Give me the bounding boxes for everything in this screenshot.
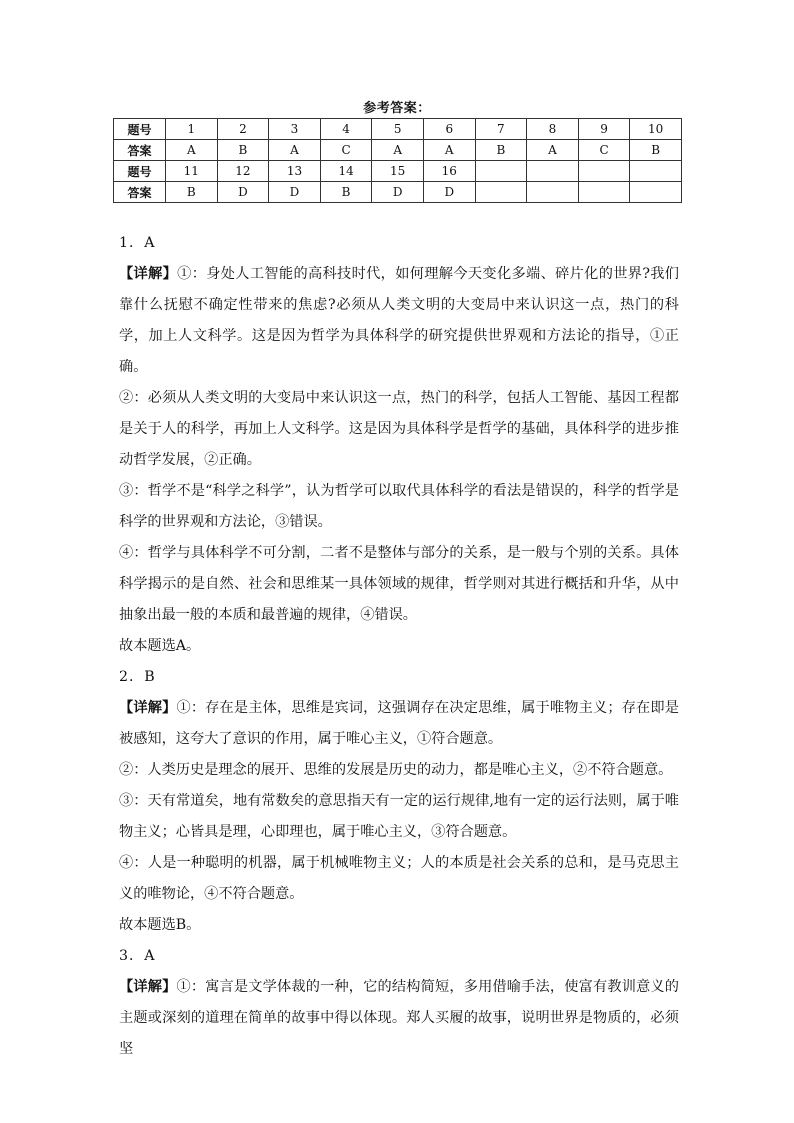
detail-tag: 【详解】 (119, 700, 177, 716)
page-title: 参考答案： (363, 101, 431, 116)
table-cell: C (578, 140, 630, 161)
question-3-point-1-text: ①：寓言是文学体裁的一种，它的结构简短，多用借喻手法，使富有教训意义的主题或深刻的道理在简单的故事中得以体现。郑人买履的故事，说明世界是物质的，必须坚 (119, 979, 679, 1057)
answer-table (113, 118, 682, 203)
table-cell: A (269, 140, 321, 161)
table-cell (578, 182, 630, 203)
answer-table-row (114, 182, 682, 203)
table-cell: B (217, 140, 269, 161)
table-cell: 14 (320, 161, 372, 182)
question-2-header: 2．B (119, 669, 156, 685)
table-cell: A (527, 140, 579, 161)
question-2-point-1 (119, 693, 679, 755)
question-3-header: 3．A (119, 948, 156, 964)
table-cell: B (475, 140, 527, 161)
answer-table-row (114, 161, 682, 182)
table-cell: 9 (578, 119, 630, 140)
question-3-point-1 (119, 972, 679, 1065)
table-cell: D (423, 182, 475, 203)
table-cell (527, 182, 579, 203)
table-cell: 4 (320, 119, 372, 140)
table-cell: 13 (269, 161, 321, 182)
table-cell: 12 (217, 161, 269, 182)
row-label: 答案 (114, 182, 166, 203)
question-1-point-4: ④：哲学与具体科学不可分割，二者不是整体与部分的关系，是一般与个别的关系。具体科学揭示的是自然、社会和思维某一具体领域的规律，哲学则对其进行概括和升华，从中抽象出最一般的本质和最普遍的规律，④错误。 (119, 545, 679, 623)
question-2-point-2: ②：人类历史是理念的展开、思维的发展是历史的动力，都是唯心主义，②不符合题意。 (119, 762, 673, 778)
table-cell: B (320, 182, 372, 203)
table-cell: A (372, 140, 424, 161)
question-1-point-1-text: ①：身处人工智能的高科技时代，如何理解今天变化多端、碎片化的世界?我们靠什么抚慰不确定性带来的焦虑?必须从人类文明的大变局中来认识这一点，热门的科学，加上人文科学。这是因为哲学为具体科学的研究提供世界观和方法论的指导，①正确。 (119, 266, 679, 375)
table-cell: 10 (630, 119, 682, 140)
table-cell: A (166, 140, 218, 161)
table-cell: D (217, 182, 269, 203)
table-cell: 8 (527, 119, 579, 140)
table-cell (527, 161, 579, 182)
question-1-point-1 (119, 259, 679, 383)
question-1-header: 1．A (119, 235, 156, 251)
detail-tag: 【详解】 (119, 979, 177, 995)
table-cell: D (269, 182, 321, 203)
question-2-point-4: ④：人是一种聪明的机器，属于机械唯物主义；人的本质是社会关系的总和，是马克思主义的唯物论，④不符合题意。 (119, 855, 679, 902)
table-cell (630, 182, 682, 203)
question-2-point-1-text: ①：存在是主体，思维是宾词，这强调存在决定思维，属于唯物主义；存在即是被感知，这夸大了意识的作用，属于唯心主义，①符合题意。 (119, 700, 679, 747)
explanations (119, 228, 679, 1065)
table-cell: 6 (423, 119, 475, 140)
table-cell: A (423, 140, 475, 161)
table-cell: 3 (269, 119, 321, 140)
table-cell (475, 161, 527, 182)
table-cell: 11 (166, 161, 218, 182)
row-label: 答案 (114, 140, 166, 161)
answer-table-row (114, 119, 682, 140)
table-cell: 7 (475, 119, 527, 140)
table-cell: 15 (372, 161, 424, 182)
table-cell: B (630, 140, 682, 161)
table-cell (578, 161, 630, 182)
table-cell: C (320, 140, 372, 161)
detail-tag: 【详解】 (119, 266, 178, 282)
question-2-conclusion: 故本题选B。 (119, 917, 201, 933)
table-cell: 5 (372, 119, 424, 140)
row-label: 题号 (114, 119, 166, 140)
answer-table-row (114, 140, 682, 161)
question-1-conclusion: 故本题选A。 (119, 638, 201, 654)
table-cell: 16 (423, 161, 475, 182)
table-cell: B (166, 182, 218, 203)
table-cell: 1 (166, 119, 218, 140)
question-1-point-2: ②：必须从人类文明的大变局中来认识这一点，热门的科学，包括人工智能、基因工程都是关于人的科学，再加上人文科学。这是因为具体科学是哲学的基础，具体科学的进步推动哲学发展，②正确。 (119, 390, 679, 468)
question-1-point-3: ③：哲学不是“科学之科学”，认为哲学可以取代具体科学的看法是错误的，科学的哲学是科学的世界观和方法论，③错误。 (119, 483, 679, 530)
table-cell (630, 161, 682, 182)
table-cell: D (372, 182, 424, 203)
table-cell (475, 182, 527, 203)
row-label: 题号 (114, 161, 166, 182)
question-2-point-3: ③：天有常道矣，地有常数矣的意思指天有一定的运行规律,地有一定的运行法则，属于唯物主义；心皆具是理，心即理也，属于唯心主义，③符合题意。 (119, 793, 679, 840)
table-cell: 2 (217, 119, 269, 140)
